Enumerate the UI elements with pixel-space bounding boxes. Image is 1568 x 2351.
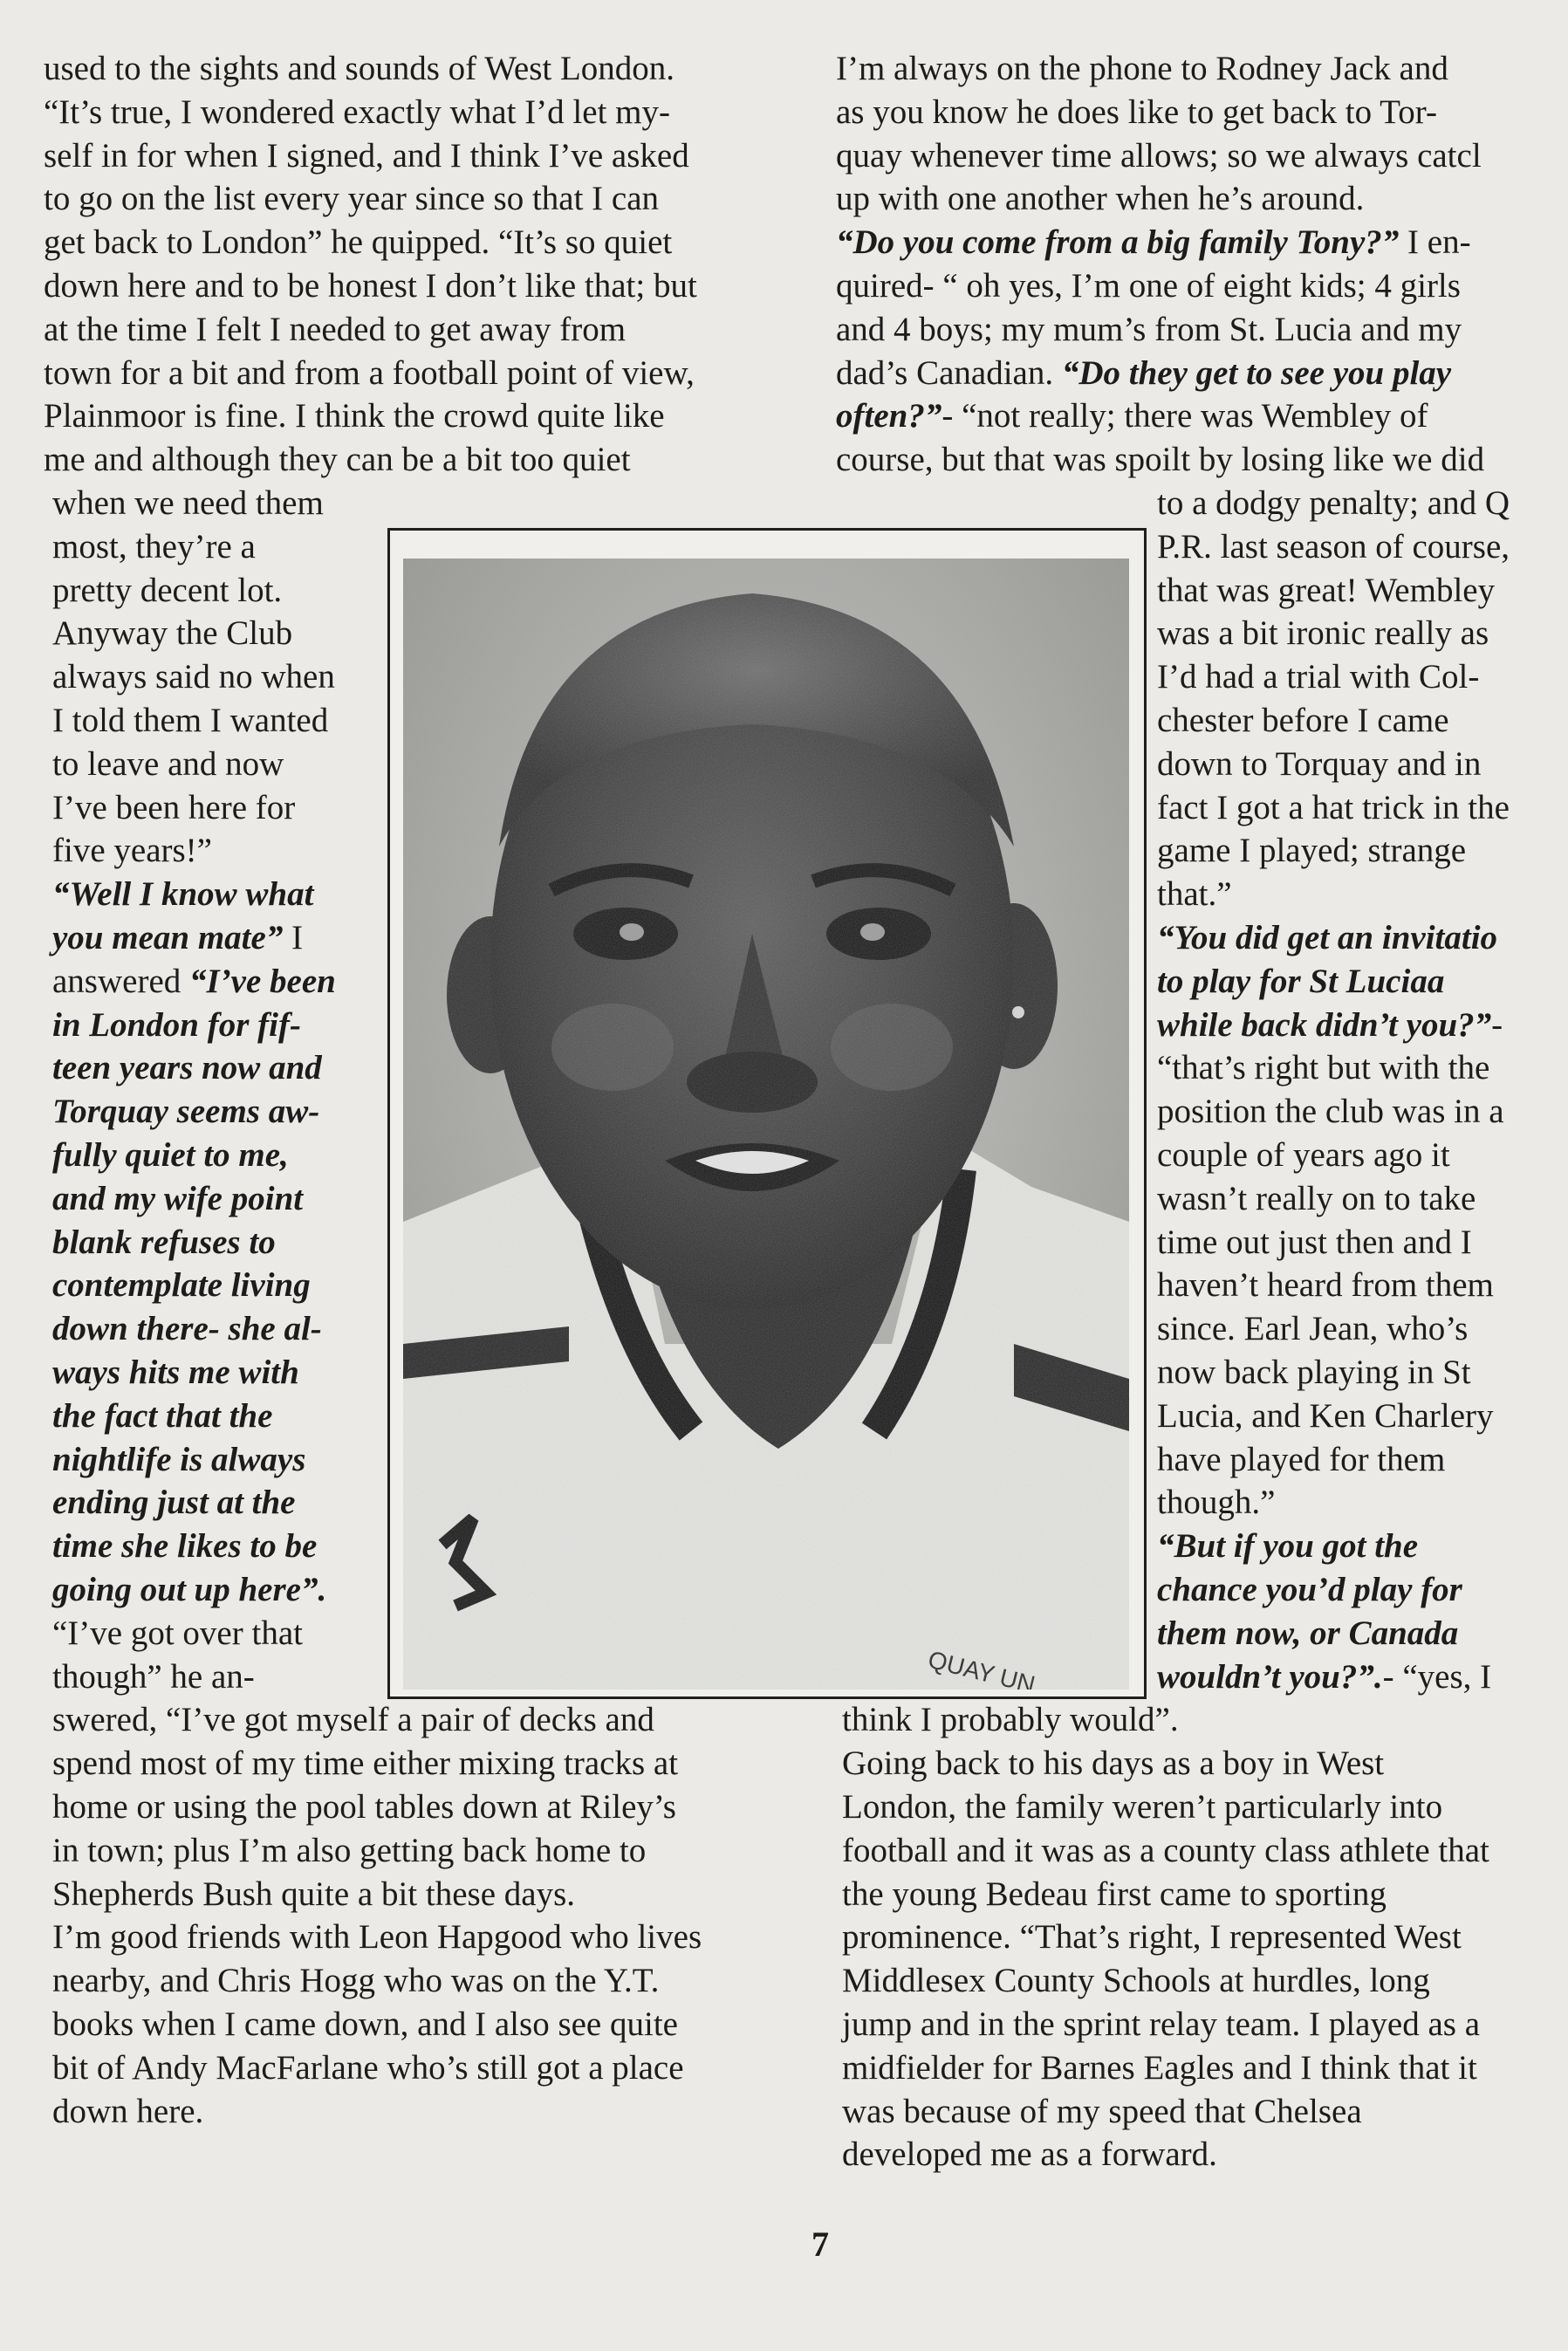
text-segment: to leave and now (52, 744, 284, 783)
text-line (1157, 829, 1466, 873)
interview-question: to play for St Luciaa (1157, 962, 1445, 1000)
text-segment: at the time I felt I needed to get away from (44, 310, 627, 348)
text-segment: to a dodgy penalty; and Q (1157, 484, 1510, 522)
interview-question: Torquay seems aw- (52, 1093, 320, 1131)
text-line (52, 2003, 678, 2046)
text-segment: always said no when (52, 658, 335, 696)
text-line (1157, 960, 1444, 1004)
text-segment: now back playing in St (1157, 1354, 1471, 1391)
text-segment: “that’s right but with the (1157, 1049, 1490, 1087)
text-segment: wasn’t really on to take (1157, 1179, 1476, 1217)
text-line (52, 873, 313, 916)
interview-question: teen years now and (52, 1049, 322, 1087)
text-line (52, 569, 282, 613)
interview-question: time she likes to be (52, 1527, 318, 1566)
text-line (836, 352, 1451, 395)
text-line (52, 699, 328, 743)
text-line (1157, 1395, 1494, 1438)
text-line (1157, 1221, 1472, 1265)
text-line (52, 1395, 272, 1438)
text-line (52, 1307, 322, 1351)
interview-question: while back didn’t you?” (1157, 1005, 1492, 1044)
text-line (1157, 1438, 1445, 1482)
interview-question: ending just at the (52, 1484, 296, 1522)
text-line (52, 655, 335, 699)
text-segment: - “not really; there was Wembley of (941, 397, 1428, 435)
text-line (836, 91, 1437, 134)
text-segment: - “yes, I (1382, 1657, 1492, 1696)
text-segment: quay whenever time allows; so we always catcl (836, 136, 1482, 175)
text-line (836, 438, 1484, 482)
text-line (52, 2046, 684, 2090)
text-segment: used to the sights and sounds of West London. (44, 50, 675, 87)
text-line (52, 1568, 326, 1612)
text-segment: down to Torquay and in (1157, 744, 1482, 783)
text-segment: P.R. last season of course, (1157, 527, 1510, 565)
interview-question: contemplate living (52, 1266, 311, 1305)
text-line (1157, 655, 1479, 699)
text-line (44, 438, 631, 482)
text-segment: game I played; strange (1157, 832, 1467, 870)
text-line (842, 2003, 1480, 2046)
text-line (52, 612, 292, 655)
text-segment: Anyway the Club (52, 614, 293, 653)
interview-question: chance you’d play for (1157, 1571, 1462, 1608)
text-segment: quired- “ oh yes, I’m one of eight kids; 4 girls (836, 267, 1461, 305)
text-segment: that was great! Wembley (1157, 571, 1496, 609)
text-segment: think I probably would”. (842, 1701, 1179, 1739)
text-segment: spend most of my time either mixing tracks at (52, 1744, 679, 1783)
text-segment: prominence. “That’s right, I represented West (842, 1918, 1462, 1957)
text-segment: dad’s Canadian. (836, 353, 1062, 392)
text-segment: books when I came down, and I also see quite (52, 2005, 678, 2043)
text-line (1157, 1481, 1275, 1525)
text-line (52, 786, 295, 830)
text-line (52, 916, 303, 960)
interview-question: often?” (836, 397, 942, 435)
text-segment: though.” (1157, 1484, 1276, 1522)
text-segment: to go on the list every year since so that I can (44, 180, 660, 218)
text-segment: was because of my speed that Chelsea (842, 2092, 1362, 2130)
text-line (52, 1221, 276, 1265)
text-segment: Shepherds Bush quite a bit these days. (52, 1875, 575, 1913)
text-segment: since. Earl Jean, who’s (1157, 1310, 1469, 1348)
text-segment: I’m good friends with Leon Hapgood who lives (52, 1918, 702, 1957)
text-line (52, 1264, 311, 1307)
text-line (44, 352, 695, 395)
text-line (1157, 1307, 1468, 1351)
text-line (1157, 1004, 1503, 1047)
text-segment: football and it was as a county class athlete that (842, 1831, 1489, 1869)
text-line (842, 2133, 1217, 2176)
text-line (1157, 1264, 1494, 1307)
text-segment: answered (52, 962, 190, 1000)
interview-question: you mean mate” (52, 919, 284, 956)
text-line (52, 1046, 322, 1090)
text-line (52, 1134, 289, 1177)
text-segment: Plainmoor is fine. I think the crowd quite like (44, 397, 665, 435)
text-line (52, 1004, 301, 1047)
text-line (1157, 916, 1497, 960)
text-segment: the young Bedeau first came to sporting (842, 1875, 1387, 1913)
text-segment: haven’t heard from them (1157, 1266, 1494, 1305)
text-line (52, 1698, 654, 1742)
interview-question: in London for fif- (52, 1005, 301, 1044)
interview-question: and my wife point (52, 1179, 304, 1217)
interview-question: going out up here”. (52, 1571, 327, 1608)
text-line (1157, 1612, 1458, 1655)
text-line (52, 2090, 203, 2134)
text-segment: I’d had a trial with Col- (1157, 658, 1480, 696)
text-line (842, 1742, 1384, 1786)
interview-question: blank refuses to (52, 1223, 276, 1261)
text-segment: home or using the pool tables down at Riley’s (52, 1788, 676, 1826)
text-line (1157, 1351, 1471, 1395)
text-line (1157, 1046, 1489, 1090)
text-line (842, 1786, 1442, 1829)
text-line (1157, 1090, 1504, 1134)
text-line (52, 829, 212, 873)
text-segment: in town; plus I’m also getting back home to (52, 1831, 647, 1869)
text-segment: when we need them (52, 484, 324, 522)
interview-question: nightlife is always (52, 1440, 306, 1478)
text-line (44, 221, 672, 264)
text-line (52, 1612, 303, 1655)
interview-question: them now, or Canada (1157, 1614, 1459, 1652)
text-line (1157, 612, 1489, 655)
text-segment: midfielder for Barnes Eagles and I think that it (842, 2048, 1477, 2087)
text-segment: time out just then and I (1157, 1223, 1472, 1261)
interview-question: the fact that the (52, 1396, 273, 1435)
text-segment: as you know he does like to get back to Tor- (836, 93, 1437, 131)
text-segment: town for a bit and from a football point of view, (44, 353, 695, 392)
text-segment: “I’ve got over that (52, 1614, 303, 1652)
text-line (836, 177, 1364, 221)
interview-question: “But if you got the (1157, 1527, 1419, 1566)
text-segment: I en- (1399, 223, 1471, 262)
text-line (836, 394, 1428, 438)
text-segment: Going back to his days as a boy in West (842, 1744, 1385, 1783)
text-line (1157, 1134, 1450, 1177)
text-segment: I told them I wanted (52, 702, 329, 739)
text-line (52, 1786, 676, 1829)
text-segment: position the club was in a (1157, 1093, 1504, 1131)
text-line (1157, 525, 1510, 569)
interview-question: fully quiet to me, (52, 1136, 289, 1174)
text-line (836, 308, 1462, 352)
text-segment: - (1491, 1005, 1503, 1044)
text-line (44, 394, 665, 438)
text-segment: “It’s true, I wondered exactly what I’d let my- (44, 93, 670, 131)
text-line (52, 1351, 299, 1395)
text-line (44, 134, 689, 178)
text-segment: London, the family weren’t particularly into (842, 1788, 1443, 1826)
text-segment: developed me as a forward. (842, 2135, 1217, 2174)
text-line (1157, 1177, 1476, 1221)
interview-question: wouldn’t you?”. (1157, 1657, 1383, 1696)
text-line (44, 177, 659, 221)
text-segment: nearby, and Chris Hogg who was on the Y.T. (52, 1962, 660, 2000)
text-line (842, 1959, 1430, 2003)
text-line (1157, 1655, 1491, 1699)
text-line (836, 221, 1471, 264)
text-segment: most, they’re a (52, 527, 256, 565)
text-line (836, 134, 1482, 178)
interview-question: ways hits me with (52, 1354, 299, 1391)
text-line (1157, 873, 1232, 916)
text-line (52, 1916, 702, 1959)
text-line (836, 264, 1461, 308)
text-line (52, 1177, 303, 1221)
text-line (1157, 482, 1510, 525)
text-line (52, 1525, 317, 1568)
text-segment: down here. (52, 2092, 204, 2130)
text-line (842, 1829, 1489, 1873)
text-line (842, 1916, 1462, 1959)
text-line (52, 1481, 295, 1525)
text-segment: I’m always on the phone to Rodney Jack and (836, 50, 1448, 87)
text-segment: I (283, 919, 304, 956)
interview-question: “Do you come from a big family Tony?” (836, 223, 1400, 262)
text-line (842, 1873, 1387, 1916)
text-line (842, 2046, 1477, 2090)
interview-question: “Do they get to see you play (1061, 353, 1452, 392)
text-segment: I’ve been here for (52, 788, 296, 826)
text-line (52, 1090, 319, 1134)
text-line (52, 960, 336, 1004)
text-line (52, 743, 284, 786)
text-line (52, 1829, 646, 1873)
page-number: 7 (811, 2224, 829, 2264)
text-segment: course, but that was spoilt by losing like we did (836, 441, 1485, 479)
text-segment: get back to London” he quipped. “It’s so quiet (44, 223, 673, 262)
text-segment: and 4 boys; my mum’s from St. Lucia and my (836, 310, 1462, 348)
text-line (836, 47, 1448, 91)
text-line (52, 1959, 659, 2003)
text-line (44, 264, 697, 308)
text-segment: fact I got a hat trick in the (1157, 788, 1510, 826)
interview-question: “You did get an invitatio (1157, 919, 1498, 956)
text-segment: up with one another when he’s around. (836, 180, 1365, 218)
text-line (1157, 786, 1510, 830)
text-line (52, 1873, 575, 1916)
text-segment: have played for them (1157, 1440, 1446, 1478)
interview-question: down there- she al- (52, 1310, 322, 1348)
text-line (52, 1438, 305, 1482)
text-line (52, 1655, 255, 1699)
interview-question: “Well I know what (52, 875, 314, 914)
text-line (842, 2090, 1362, 2134)
text-segment: down here and to be honest I don’t like that; but (44, 267, 697, 305)
text-line (1157, 1525, 1418, 1568)
player-portrait-photo (403, 559, 1129, 1690)
text-segment: that.” (1157, 875, 1232, 914)
text-segment: Middlesex County Schools at hurdles, long (842, 1962, 1430, 2000)
text-line (52, 482, 324, 525)
text-segment: couple of years ago it (1157, 1136, 1450, 1174)
text-segment: five years!” (52, 832, 212, 870)
text-segment: me and although they can be a bit too quiet (44, 441, 631, 479)
text-line (52, 525, 256, 569)
text-line (1157, 1568, 1462, 1612)
text-segment: chester before I came (1157, 702, 1449, 739)
text-line (52, 1742, 678, 1786)
interview-question: “I’ve been (189, 962, 336, 1000)
text-segment: jump and in the sprint relay team. I played as a (842, 2005, 1481, 2043)
text-line (1157, 699, 1449, 743)
text-segment: was a bit ironic really as (1157, 614, 1489, 653)
text-segment: though” he an- (52, 1657, 255, 1696)
text-line (44, 47, 674, 91)
text-segment: Lucia, and Ken Charlery (1157, 1396, 1494, 1435)
text-segment: self in for when I signed, and I think I’ve asked (44, 136, 689, 175)
text-line (842, 1698, 1179, 1742)
text-line (1157, 743, 1481, 786)
text-segment: swered, “I’ve got myself a pair of decks and (52, 1701, 654, 1739)
text-line (1157, 569, 1495, 613)
text-line (44, 91, 670, 134)
text-segment: bit of Andy MacFarlane who’s still got a place (52, 2048, 684, 2087)
text-segment: pretty decent lot. (52, 571, 283, 609)
text-line (44, 308, 626, 352)
